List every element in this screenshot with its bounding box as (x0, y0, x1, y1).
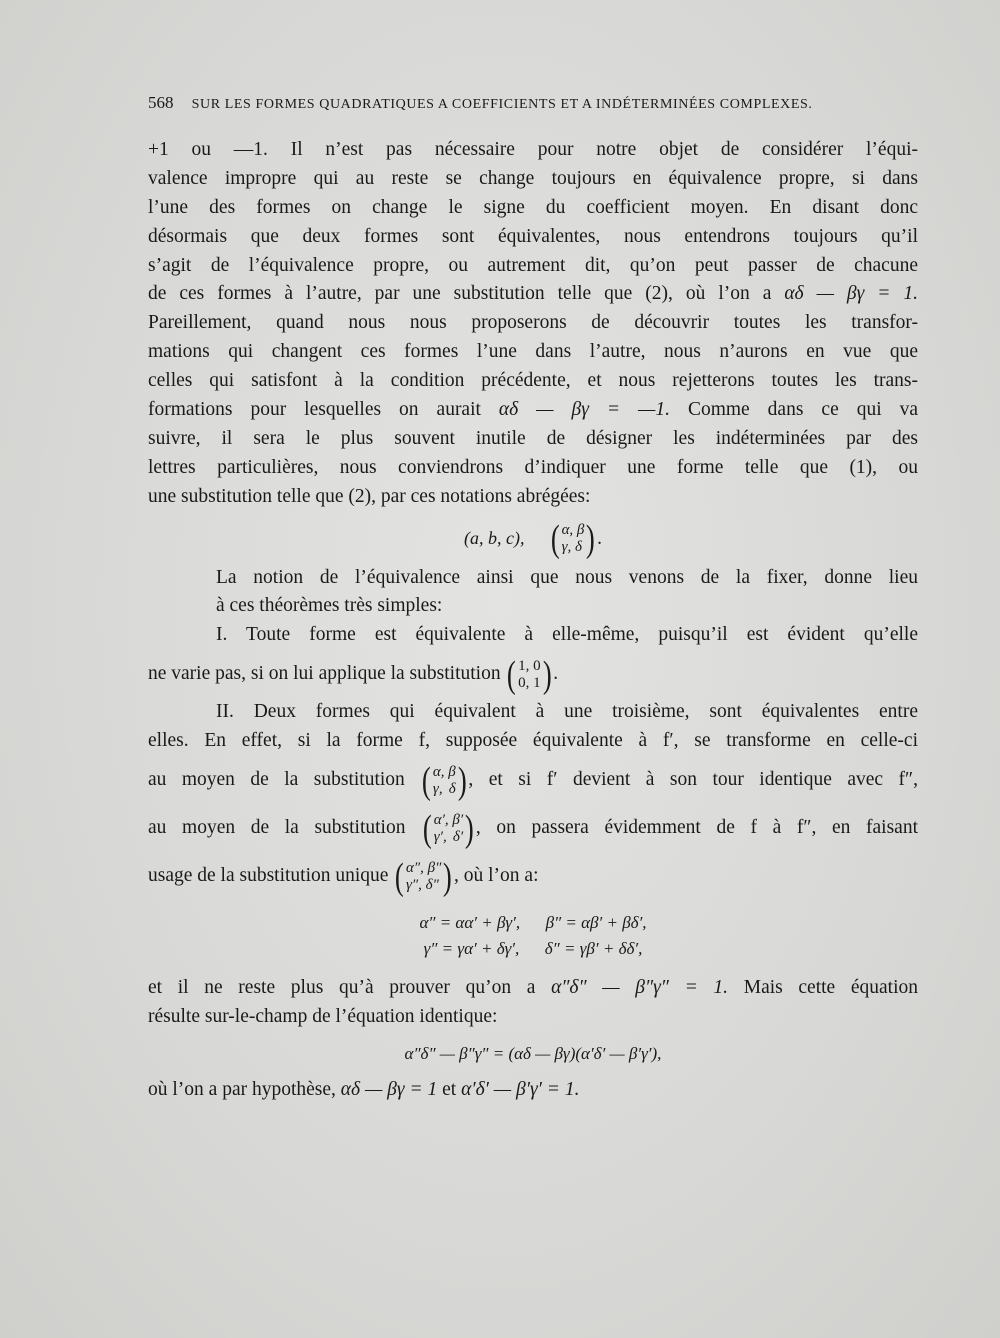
matrix-row: γ, δ (561, 539, 582, 556)
text-line: résulte sur-le-champ de l’équation identique: (148, 1005, 498, 1027)
substitution-matrix (549, 518, 597, 561)
text-segment: , où l’on a: (454, 865, 539, 887)
text-line (148, 974, 918, 1003)
running-header (148, 93, 920, 113)
punctuation: . (597, 527, 602, 549)
form-notation: (a, b, c), (464, 527, 525, 548)
equation-row: γ″ = γα′ + δγ′, δ″ = γβ′ + δδ′, (423, 939, 643, 959)
text-line: mations qui changent ces formes l’une dans l’autre, nous n’aurons en vue que (148, 341, 918, 363)
text-segment: Comme dans ce qui va (669, 399, 918, 421)
text-line: à ces théorèmes très simples: (216, 595, 443, 617)
text-line (148, 396, 918, 425)
text-line (148, 280, 918, 309)
text-segment: de ces formes à l’autre, par une substitution telle que (2), où l’on a (148, 283, 785, 305)
text-line (148, 756, 918, 804)
matrix-row: 1, 0 (518, 657, 541, 674)
running-title: SUR LES FORMES QUADRATIQUES A COEFFICIENTS ET A INDÉTERMINÉES COMPLEXES. (191, 97, 813, 112)
math-inline: α″δ″ — β″γ″ = 1. (551, 977, 729, 999)
math-inline: αδ — βγ = —1. (498, 399, 670, 421)
matrix-row: α, β (432, 763, 456, 780)
text-line: s’agit de l’équivalence propre, ou autrement dit, qu’on peut passer de chacune (148, 254, 918, 276)
text-segment: ne varie pas, si on lui applique la substitution (148, 663, 501, 685)
text-segment: au moyen de la substitution (148, 817, 406, 839)
matrix-row: α′, β′ (433, 811, 464, 828)
substitution-matrix-prime: ( α′, β′ γ′, δ′ ) (422, 807, 474, 850)
left-paren: ( (550, 518, 560, 561)
right-paren: ) (586, 518, 596, 561)
text-segment: usage de la substitution unique (148, 865, 389, 887)
theorem-1-line: I. Toute forme est équivalente à elle-même, puisqu’il est évident qu’elle (216, 624, 918, 646)
identity-matrix: ( 1, 0 0, 1 ) (507, 653, 552, 696)
substitution-matrix: ( α, β γ, δ ) (422, 759, 467, 802)
text-segment: , on passera évidemment de f à f″, en faisant (475, 817, 918, 839)
text-segment: où l’on a par hypothèse, (148, 1078, 341, 1100)
page-number: 568 (148, 93, 174, 112)
text-line: elles. En effet, si la forme f, supposée équivalente à f′, se transforme en celle-ci (148, 730, 918, 752)
theorem-2-line: II. Deux formes qui équivalent à une troisième, sont équivalentes entre (216, 701, 918, 723)
matrix-row: γ, δ (432, 780, 456, 797)
text-line (148, 804, 918, 852)
identity-equation: α″δ″ — β″γ″ = (αδ — βγ)(α′δ′ — β′γ′), (404, 1043, 662, 1063)
text-line (148, 650, 918, 698)
text-segment: et (437, 1078, 462, 1100)
text-line: une substitution telle que (2), par ces notations abrégées: (148, 485, 591, 507)
punctuation: . (553, 663, 559, 685)
text-segment: au moyen de la substitution (148, 769, 405, 791)
text-line: désormais que deux formes sont équivalentes, nous entendrons toujours qu’il (148, 225, 918, 247)
text-line: valence impropre qui au reste se change toujours en équivalence propre, si dans (148, 167, 918, 189)
math-inline: αδ — βγ = 1 (340, 1078, 438, 1100)
matrix-row: γ′, δ′ (433, 828, 464, 845)
matrix-row: α″, β″ (406, 859, 442, 876)
matrix-row: 0, 1 (518, 674, 541, 691)
text-line: suivre, il sera le plus souvent inutile de désigner les indéterminées par des (148, 427, 918, 449)
matrix-row: α, β (561, 522, 585, 539)
text-line: lettres particulières, nous conviendrons d’indiquer une forme telle que (1), ou (148, 456, 918, 478)
text-line: celles qui satisfont à la condition précédente, et nous rejetterons toutes les trans- (148, 370, 918, 392)
text-segment: et il ne reste plus qu’à prouver qu’on a (148, 977, 552, 999)
text-line (148, 1076, 918, 1105)
math-inline: α′δ′ — β′γ′ = 1. (461, 1078, 580, 1100)
matrix-row: γ″, δ″ (406, 876, 439, 893)
display-notation (148, 512, 918, 564)
text-line: La notion de l’équivalence ainsi que nous venons de la fixer, donne lieu (216, 566, 918, 588)
page-body (148, 136, 918, 1105)
substitution-matrix-double-prime: ( α″, β″ γ″, δ″ ) (395, 855, 453, 898)
text-line: +1 ou —1. Il n’est pas nécessaire pour notre objet de considérer l’équi- (148, 139, 918, 160)
equation-row: α″ = αα′ + βγ′, β″ = αβ′ + βδ′, (419, 913, 647, 933)
text-segment: Mais cette équation (728, 977, 919, 999)
text-segment: formations pour lesquelles on aurait (148, 399, 499, 421)
math-inline: αδ — βγ = 1. (784, 283, 918, 305)
text-line (148, 852, 918, 900)
text-line: Pareillement, quand nous nous proposerons de découvrir toutes les transfor- (148, 312, 918, 334)
text-line: l’une des formes on change le signe du coefficient moyen. En disant donc (148, 196, 918, 218)
text-segment: , et si f′ devient à son tour identique avec f″, (468, 769, 918, 791)
